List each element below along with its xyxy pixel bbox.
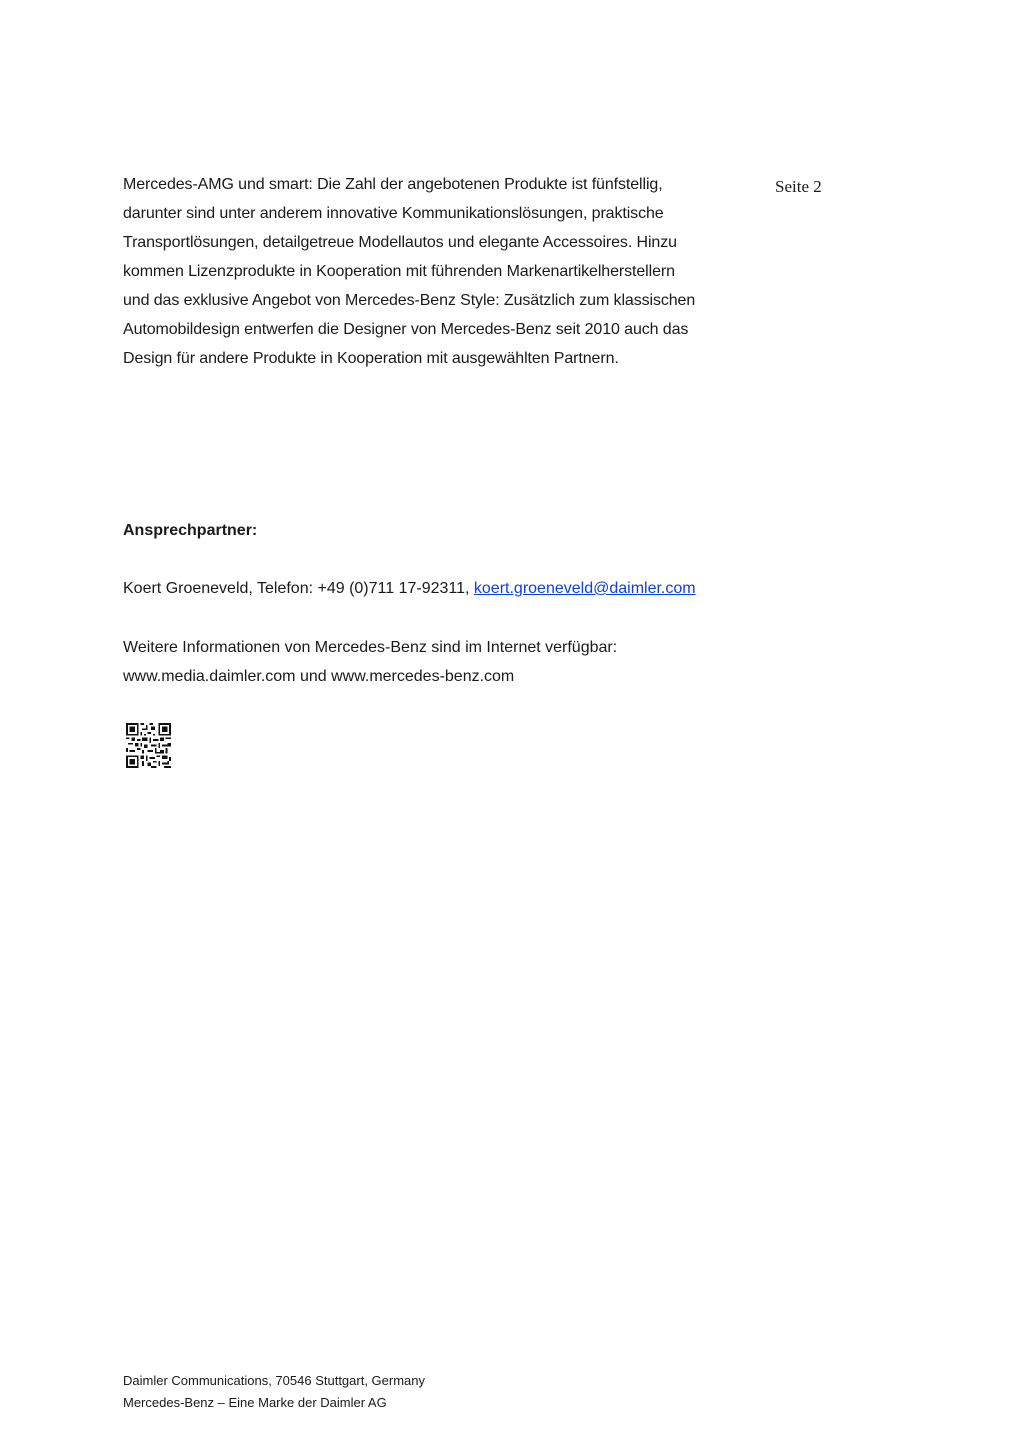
footer-brand: Mercedes-Benz – Eine Marke der Daimler AG: [123, 1395, 387, 1410]
email-link[interactable]: koert.groeneveld@daimler.com: [473, 580, 696, 597]
info-line: Weitere Informationen von Mercedes-Benz sind im Internet verfügbar:: [123, 639, 618, 656]
body-line: Mercedes-AMG und smart: Die Zahl der angebotenen Produkte ist fünfstellig,: [123, 176, 663, 193]
info-websites: www.media.daimler.com und www.mercedes-benz.com: [123, 668, 515, 685]
footer-address: Daimler Communications, 70546 Stuttgart, Germany: [123, 1373, 426, 1388]
contact-details: Koert Groeneveld, Telefon: +49 (0)711 17-92311,: [123, 580, 474, 597]
body-line: Design für andere Produkte in Kooperation mit ausgewählten Partnern.: [123, 350, 619, 367]
footer: [123, 1370, 425, 1414]
body-line: Transportlösungen, detailgetreue Modellautos und elegante Accessoires. Hinzu: [123, 234, 677, 251]
contact-line: [123, 577, 696, 601]
body-line: kommen Lizenzprodukte in Kooperation mit führenden Markenartikelherstellern: [123, 263, 675, 280]
body-line: und das exklusive Angebot von Mercedes-Benz Style: Zusätzlich zum klassischen: [123, 292, 696, 309]
qr-code-icon: [126, 723, 171, 768]
contact-heading: Ansprechpartner:: [123, 522, 258, 539]
info-block: [123, 633, 617, 691]
body-line: Automobildesign entwerfen die Designer von Mercedes-Benz seit 2010 auch das: [123, 321, 689, 338]
page-number: Seite 2: [775, 177, 822, 196]
body-line: darunter sind unter anderem innovative Kommunikationslösungen, praktische: [123, 205, 664, 222]
body-paragraph: [123, 170, 743, 373]
